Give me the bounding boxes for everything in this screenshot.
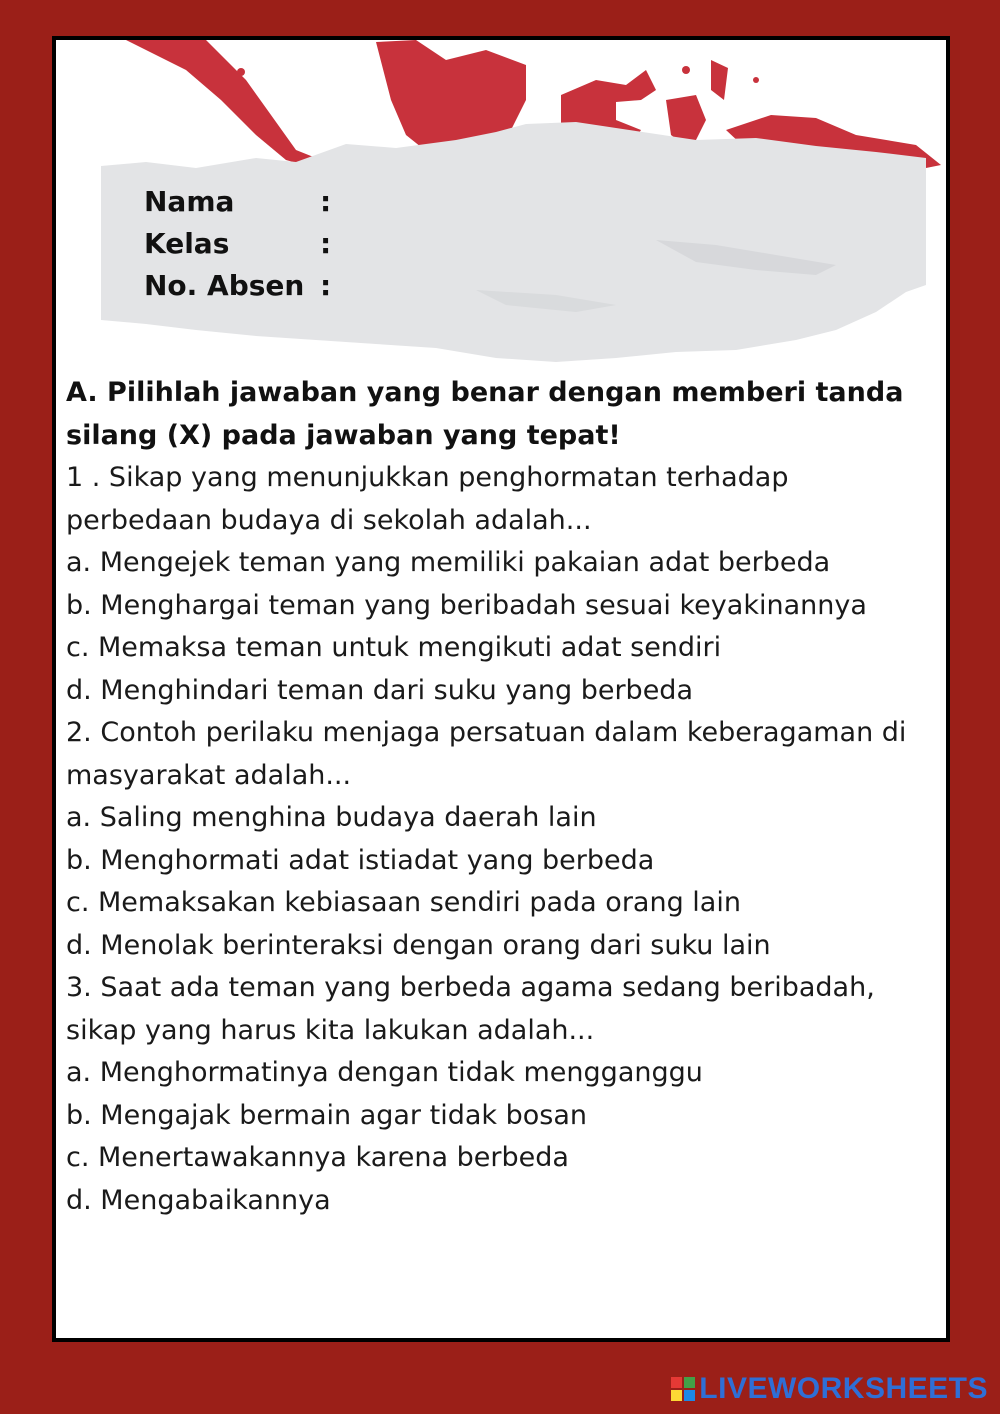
- question-1-option-b[interactable]: b. Menghargai teman yang beribadah sesuai keyakinannya: [66, 589, 867, 621]
- question-1-option-d[interactable]: d. Menghindari teman dari suku yang berbeda: [66, 674, 693, 706]
- logo-text: LIVEWORKSHEETS: [699, 1372, 988, 1405]
- question-3-option-d[interactable]: d. Mengabaikannya: [66, 1184, 331, 1216]
- question-section: [66, 372, 928, 1222]
- question-3-option-a[interactable]: a. Menghormatinya dengan tidak mengganggu: [66, 1057, 703, 1088]
- field-name: [144, 180, 340, 222]
- question-2-option-c[interactable]: c. Memaksakan kebiasaan sendiri pada orang lain: [66, 887, 741, 918]
- question-1-text: 1 . Sikap yang menunjukkan penghormatan terhadap perbedaan budaya di sekolah adalah...: [66, 462, 789, 536]
- field-name-colon: :: [320, 184, 332, 218]
- question-2-option-b[interactable]: b. Menghormati adat istiadat yang berbeda: [66, 844, 655, 876]
- section-instruction: A. Pilihlah jawaban yang benar dengan memberi tanda silang (X) pada jawaban yang tepat!: [66, 377, 904, 451]
- island-maluku-2: [711, 60, 728, 100]
- question-2-option-d[interactable]: d. Menolak berinteraksi dengan orang dari suku lain: [66, 929, 771, 961]
- island-sumatra: [126, 40, 321, 168]
- question-2-option-a[interactable]: a. Saling menghina budaya daerah lain: [66, 802, 597, 833]
- logo-grid-icon: [671, 1377, 695, 1401]
- worksheet-sheet: [52, 36, 950, 1342]
- question-2-text: 2. Contoh perilaku menjaga persatuan dalam keberagaman di masyarakat adalah...: [66, 717, 907, 791]
- question-3-option-c[interactable]: c. Menertawakannya karena berbeda: [66, 1142, 569, 1173]
- student-identity-block: [144, 180, 340, 306]
- question-1-option-a[interactable]: a. Mengejek teman yang memiliki pakaian adat berbeda: [66, 547, 831, 578]
- field-attendance-number-colon: :: [320, 268, 332, 302]
- field-class-label: Kelas: [144, 226, 230, 260]
- field-name-label: Nama: [144, 184, 235, 218]
- field-class-colon: :: [320, 226, 332, 260]
- field-attendance-number: [144, 264, 340, 306]
- question-3-text: 3. Saat ada teman yang berbeda agama sedang beribadah, sikap yang harus kita lakukan adalah...: [66, 972, 875, 1046]
- field-attendance-number-label: No. Absen: [144, 268, 305, 302]
- field-class: [144, 222, 340, 264]
- liveworksheets-logo[interactable]: [671, 1372, 988, 1406]
- question-1-option-c[interactable]: c. Memaksa teman untuk mengikuti adat sendiri: [66, 632, 722, 663]
- question-3-option-b[interactable]: b. Mengajak bermain agar tidak bosan: [66, 1099, 587, 1131]
